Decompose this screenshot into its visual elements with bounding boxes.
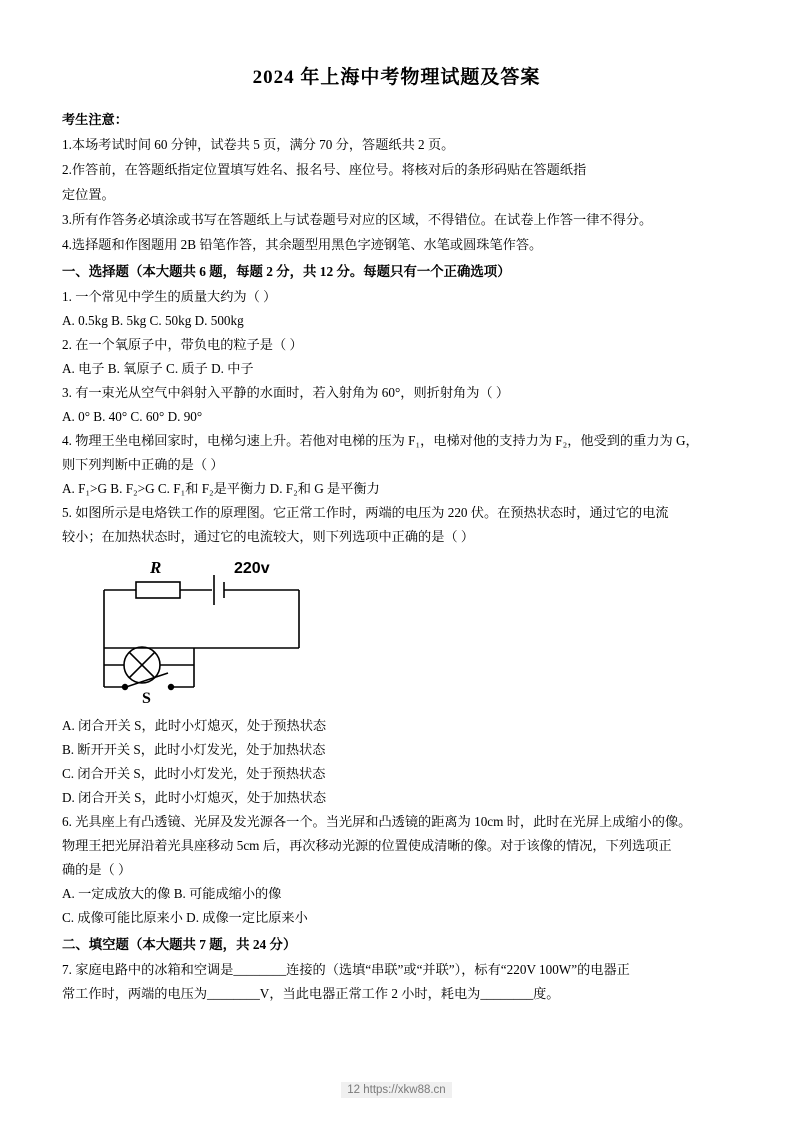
notice-line-4: 3.所有作答务必填涂或书写在答题纸上与试卷题号对应的区域，不得错位。在试卷上作答一律不得分。: [62, 212, 653, 227]
question-1-options: A. 0.5kg B. 5kg C. 50kg D. 500kg: [62, 313, 244, 328]
question-5-option-c: C. 闭合开关 S，此时小灯发光，处于预热状态: [62, 766, 326, 781]
question-2-stem: 2. 在一个氧原子中，带负电的粒子是（ ）: [62, 337, 303, 352]
question-6-stem: 6. 光具座上有凸透镜、光屏及发光源各一个。当光屏和凸透镜的距离为 10cm 时，此时在光屏上成缩小的像。: [62, 814, 692, 829]
resistor-label: R: [150, 558, 162, 577]
question-6-options-row-1: A. 一定成放大的像 B. 可能成缩小的像: [62, 886, 282, 901]
question-5-option-a: A. 闭合开关 S，此时小灯熄灭，处于预热状态: [62, 718, 327, 733]
question-6-stem-cont-2: 确的是（ ）: [62, 862, 132, 877]
question-5-option-d: D. 闭合开关 S，此时小灯熄灭，处于加热状态: [62, 790, 327, 805]
notice-line-5: 4.选择题和作图题用 2B 铅笔作答，其余题型用黑色字迹钢笔、水笔或圆珠笔作答。: [62, 237, 543, 252]
section-heading-choice: 一、选择题（本大题共 6 题，每题 2 分，共 12 分。每题只有一个正确选项）: [62, 264, 511, 279]
question-2-options: A. 电子 B. 氧原子 C. 质子 D. 中子: [62, 361, 254, 376]
question-6-options-row-2: C. 成像可能比原来小 D. 成像一定比原来小: [62, 910, 308, 925]
question-4-stem-cont: 则下列判断中正确的是（ ）: [62, 457, 224, 472]
question-3-options: A. 0° B. 40° C. 60° D. 90°: [62, 409, 203, 424]
question-5-option-b: B. 断开开关 S，此时小灯发光，处于加热状态: [62, 742, 326, 757]
notice-line-2: 2.作答前，在答题纸指定位置填写姓名、报名号、座位号。将核对后的条形码贴在答题纸指: [62, 162, 587, 177]
source-label: 220v: [234, 560, 270, 577]
question-3-stem: 3. 有一束光从空气中斜射入平静的水面时，若入射角为 60°，则折射角为（ ）: [62, 385, 510, 400]
circuit-diagram-svg: [84, 555, 344, 705]
page-title: 2024 年上海中考物理试题及答案: [252, 67, 541, 88]
question-4-options: A. F₁>G B. F₂>G C. F₁和 F₂是平衡力 D. F₂和 G 是平衡力: [62, 481, 380, 496]
notice-heading: 考生注意：: [62, 112, 128, 127]
footer-text: 12 https://xkw88.cn: [341, 1082, 451, 1098]
question-6-stem-cont-1: 物理王把光屏沿着光具座移动 5cm 后，再次移动光源的位置使成清晰的像。对于该像的情况，下列选项正: [62, 838, 672, 853]
section-heading-fill-in: 二、填空题（本大题共 7 题，共 24 分）: [62, 937, 297, 952]
circuit-diagram-figure: [62, 555, 731, 710]
question-5-stem-cont: 较小；在加热状态时，通过它的电流较大，则下列选项中正确的是（ ）: [62, 529, 475, 544]
switch-label: S: [142, 690, 151, 705]
question-7-line-1: 7. 家庭电路中的冰箱和空调是________连接的（选填“串联”或“并联”），标有“220V 100W”的电器正: [62, 962, 630, 977]
question-7-line-2: 常工作时，两端的电压为________V，当此电器正常工作 2 小时，耗电为________度。: [62, 986, 560, 1001]
notice-line-1: 1.本场考试时间 60 分钟，试卷共 5 页，满分 70 分，答题纸共 2 页。: [62, 137, 455, 152]
question-4-stem: 4. 物理王坐电梯回家时，电梯匀速上升。若他对电梯的压为 F₁，电梯对他的支持力为 F₂，他受到的重力为 G，: [62, 433, 699, 448]
notice-line-3: 定位置。: [62, 187, 115, 202]
page-footer: [0, 1084, 793, 1096]
question-5-stem: 5. 如图所示是电烙铁工作的原理图。它正常工作时，两端的电压为 220 伏。在预热状态时，通过它的电流: [62, 505, 669, 520]
question-1-stem: 1. 一个常见中学生的质量大约为（ ）: [62, 289, 277, 304]
